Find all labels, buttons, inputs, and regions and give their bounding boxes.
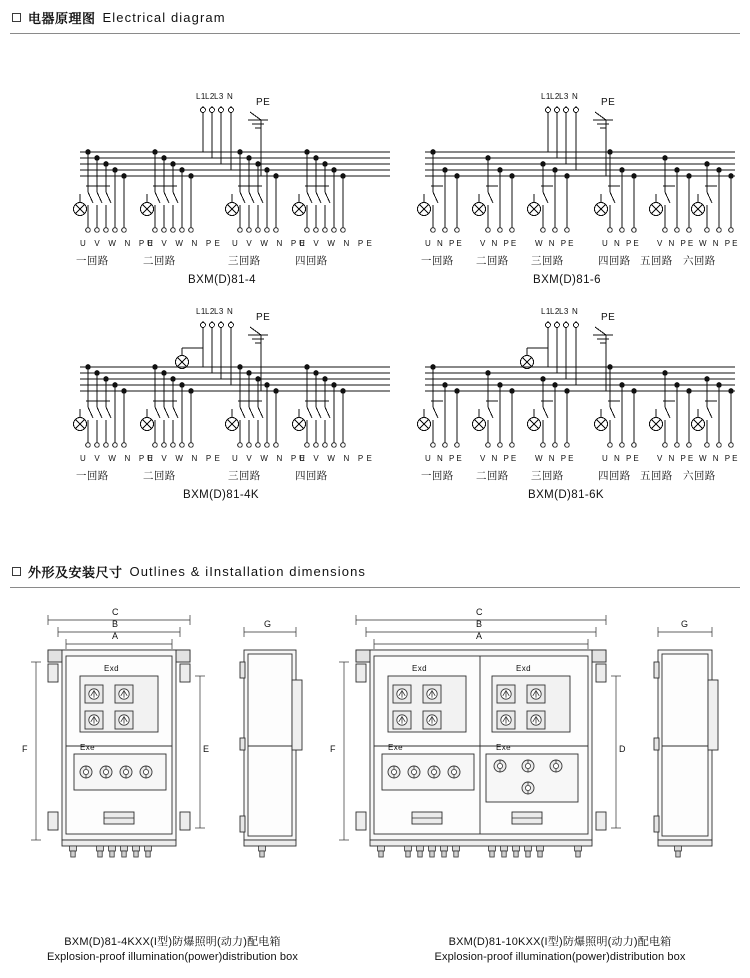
outline-caption-2 <box>370 933 750 963</box>
terminal-labels-r5: V N PE <box>657 239 696 248</box>
dim-letter-a-2: A <box>476 631 483 641</box>
circuit-label-b3: 三回路 <box>228 470 261 482</box>
supply-label-n-3: N <box>227 307 234 316</box>
bullet-square-icon-2 <box>12 567 21 576</box>
terminal-labels-b2: U V W N PE <box>147 454 224 463</box>
section2-title-en: Outlines & iInstallation dimensions <box>129 564 367 579</box>
circuit-label-b2: 二回路 <box>143 470 176 482</box>
pe-label-3: PE <box>256 312 271 323</box>
circuit-label-4: 四回路 <box>295 255 328 267</box>
circuit-label-br2: 二回路 <box>476 470 509 482</box>
zone-label-exe-2a: Exe <box>388 743 403 752</box>
terminal-labels-br1: U N PE <box>425 454 464 463</box>
section-title-cn: 电器原理图 <box>28 11 96 26</box>
circuit-label-b4: 四回路 <box>295 470 328 482</box>
circuit-label-r6: 六回路 <box>683 255 716 267</box>
schematic-title-2: BXM(D)81-6 <box>533 274 601 286</box>
supply-label-l2-2: L2 <box>550 92 560 101</box>
dim-letter-c-2: C <box>476 607 483 617</box>
pe-label-2: PE <box>601 97 616 108</box>
circuit-label-3: 三回路 <box>228 255 261 267</box>
terminal-labels-br6: W N PE <box>699 454 740 463</box>
pe-label: PE <box>256 97 271 108</box>
supply-label-l3-2: L3 <box>559 92 569 101</box>
supply-label-n: N <box>227 92 234 101</box>
circuit-label-r2: 二回路 <box>476 255 509 267</box>
pe-label-4: PE <box>601 312 616 323</box>
section-header-outlines <box>0 544 750 587</box>
terminal-labels-br2: V N PE <box>480 454 519 463</box>
dim-letter-d-2: D <box>619 744 626 754</box>
terminal-labels-r6: W N PE <box>699 239 740 248</box>
supply-label-n-2: N <box>572 92 579 101</box>
terminal-labels-br4: U N PE <box>602 454 641 463</box>
schematics-area <box>0 34 750 544</box>
circuit-label-r1: 一回路 <box>421 255 454 267</box>
zone-label-exd-1: Exd <box>104 664 119 673</box>
schematic-title-1: BXM(D)81-4 <box>188 274 256 286</box>
terminal-labels-br3: W N PE <box>535 454 576 463</box>
schematic-title-4: BXM(D)81-6K <box>528 489 604 501</box>
supply-label-n-4: N <box>572 307 579 316</box>
supply-label-l3-3: L3 <box>214 307 224 316</box>
terminal-labels-b3: U V W N PE <box>232 454 309 463</box>
dim-letter-b-1: B <box>112 619 119 629</box>
supply-label-l2-3: L2 <box>205 307 215 316</box>
dim-letter-f-2: F <box>330 744 336 754</box>
terminal-labels-b1: U V W N PE <box>80 454 157 463</box>
circuit-label-r3: 三回路 <box>531 255 564 267</box>
outline-caption-2-cn: BXM(D)81-10KXX(I型)防爆照明(动力)配电箱 <box>448 936 672 948</box>
supply-label-l1-3: L1 <box>196 307 206 316</box>
section-header-electrical-diagram <box>0 0 750 33</box>
outline-caption-1 <box>0 933 345 963</box>
section-title-en: Electrical diagram <box>102 10 226 25</box>
outline-caption-2-en: Explosion-proof illumination(power)distribution box <box>434 951 686 963</box>
supply-label-l3-4: L3 <box>559 307 569 316</box>
zone-label-exd-2b: Exd <box>516 664 531 673</box>
dim-letter-f-1: F <box>22 744 28 754</box>
circuit-label-b1: 一回路 <box>76 470 109 482</box>
circuit-label-r5: 五回路 <box>640 255 673 267</box>
supply-label-l2-4: L2 <box>550 307 560 316</box>
circuit-label-br3: 三回路 <box>531 470 564 482</box>
dim-letter-g-1: G <box>264 619 272 629</box>
schematic-drawings <box>0 34 750 544</box>
supply-label-l1-4: L1 <box>541 307 551 316</box>
schematic-title-3: BXM(D)81-4K <box>183 489 259 501</box>
section2-title-cn: 外形及安装尺寸 <box>28 565 123 580</box>
supply-label-l1: L1 <box>196 92 206 101</box>
bullet-square-icon <box>12 13 21 22</box>
supply-label-l1-2: L1 <box>541 92 551 101</box>
circuit-label-2: 二回路 <box>143 255 176 267</box>
dim-letter-g-2: G <box>681 619 689 629</box>
supply-label-l2: L2 <box>205 92 215 101</box>
terminal-labels-r1: U N PE <box>425 239 464 248</box>
terminal-labels-g2: U V W N PE <box>147 239 224 248</box>
terminal-labels-b4: U V W N PE <box>299 454 376 463</box>
circuit-label-br1: 一回路 <box>421 470 454 482</box>
zone-label-exd-2a: Exd <box>412 664 427 673</box>
circuit-label-br5: 五回路 <box>640 470 673 482</box>
terminal-labels-r2: V N PE <box>480 239 519 248</box>
outline-drawings-area <box>0 588 750 978</box>
dim-letter-c-1: C <box>112 607 119 617</box>
terminal-labels-g3: U V W N PE <box>232 239 309 248</box>
outline-caption-1-cn: BXM(D)81-4KXX(I型)防爆照明(动力)配电箱 <box>64 936 281 948</box>
terminal-labels-br5: V N PE <box>657 454 696 463</box>
dim-letter-a-1: A <box>112 631 119 641</box>
circuit-label-br4: 四回路 <box>598 470 631 482</box>
circuit-label-r4: 四回路 <box>598 255 631 267</box>
dim-letter-b-2: B <box>476 619 483 629</box>
dim-letter-e-1: E <box>203 744 210 754</box>
zone-label-exe-2b: Exe <box>496 743 511 752</box>
outline-caption-1-en: Explosion-proof illumination(power)distribution box <box>47 951 298 963</box>
terminal-labels-r4: U N PE <box>602 239 641 248</box>
zone-label-exe-1: Exe <box>80 743 95 752</box>
terminal-labels-r3: W N PE <box>535 239 576 248</box>
terminal-labels-g4: U V W N PE <box>299 239 376 248</box>
supply-label-l3: L3 <box>214 92 224 101</box>
circuit-label-br6: 六回路 <box>683 470 716 482</box>
terminal-labels-g1: U V W N PE <box>80 239 157 248</box>
circuit-label-1: 一回路 <box>76 255 109 267</box>
